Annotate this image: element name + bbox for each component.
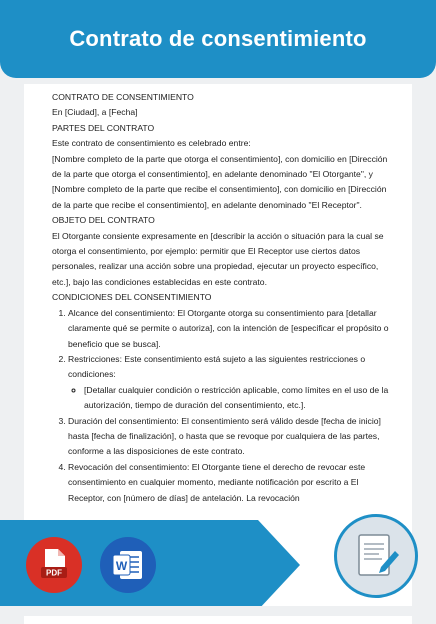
contract-heading: CONTRATO DE CONSENTIMIENTO (52, 92, 194, 102)
list-item (68, 352, 396, 414)
pdf-icon (26, 537, 82, 593)
conditions-title: CONDICIONES DEL CONSENTIMIENTO (52, 292, 212, 303)
parties-intro: Este contrato de consentimiento es celebrado entre: (52, 138, 251, 149)
pdf-label: PDF (46, 568, 62, 578)
list-item-text: Restricciones: Este consentimiento está sujeto a las siguientes restricciones o condiciones: (68, 353, 366, 380)
contract-text (52, 90, 396, 506)
title-banner (0, 0, 436, 78)
object-title: OBJETO DEL CONTRATO (52, 215, 155, 226)
list-item: 1. Alcance del consentimiento: El Otorgante otorga su consentimiento para [detallar claramente qué se permite o autoriza], con la intención de [especificar el propósito o beneficio que se busca]. (68, 306, 396, 352)
pdf-download-button[interactable] (26, 537, 82, 593)
object-text: El Otorgante consiente expresamente en [describir la acción o situación para la cual se otorga el consentimiento, por ejemplo: permitir que El Receptor use ciertos datos personales, realizar una acción sobre una propiedad, ejecutar un proyecto específico, etc.], bajo las condiciones establecidas en este contrato. (52, 230, 384, 287)
party-receiver: [Nombre completo de la parte que recibe el consentimiento], con domicilio en [Dirección de la parte que recibe el consentimiento], en adelante denominado "El Receptor". (52, 184, 387, 210)
document-icon (337, 517, 415, 595)
sub-list (68, 383, 396, 414)
bottom-strip (0, 606, 436, 616)
list-item: 3. Duración del consentimiento: El consentimiento será válido desde [fecha de inicio] hasta [fecha de finalización], o hasta que se revoque por cualquiera de las partes, conforme a las disposiciones de este contrato. (68, 414, 396, 460)
word-label: W (115, 559, 128, 573)
sub-list-item: ◦ [Detallar cualquier condición o restricción aplicable, como límites en el uso de la autorización, tiempo de duración del consentimiento, etc.]. (84, 383, 396, 414)
place-date: En [Ciudad], a [Fecha] (52, 107, 138, 118)
page-title: Contrato de consentimiento (69, 26, 367, 51)
party-grantor: [Nombre completo de la parte que otorga el consentimiento], con domicilio en [Dirección de la parte que otorga el consentimiento], en adelante denominado "El Otorgante", y (52, 153, 388, 180)
word-icon (100, 537, 156, 593)
conditions-list (52, 306, 396, 506)
parties-title: PARTES DEL CONTRATO (52, 122, 155, 133)
word-download-button[interactable] (100, 537, 156, 593)
list-item: 4. Revocación del consentimiento: El Otorgante tiene el derecho de revocar este consentimiento en cualquier momento, mediante notificación por escrito a El Receptor, con [número de días] de antelación. La revocación (68, 460, 396, 506)
document-badge (334, 514, 418, 598)
